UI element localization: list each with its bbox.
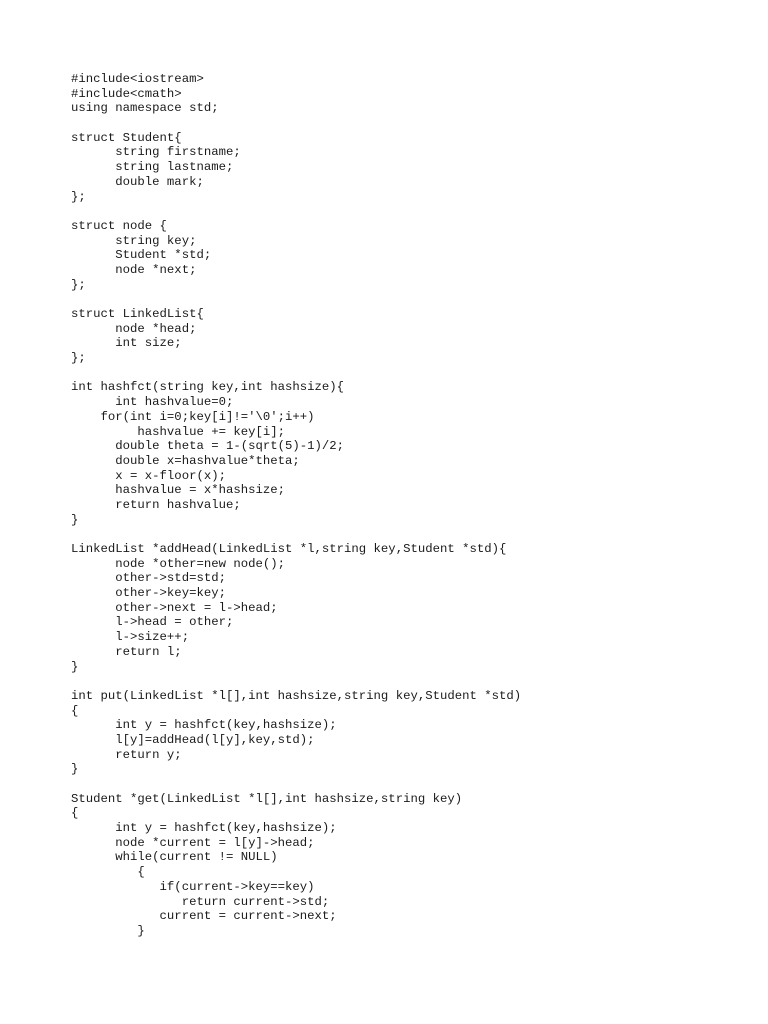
code-line <box>71 777 521 792</box>
code-line: string lastname; <box>71 160 234 175</box>
code-line: double mark; <box>71 174 204 189</box>
code-line: l[y]=addHead(l[y],key,std); <box>71 732 315 747</box>
code-line: } <box>71 512 79 527</box>
code-line <box>71 116 521 131</box>
code-line: #include<cmath> <box>71 86 182 101</box>
code-line: current = current->next; <box>71 909 337 924</box>
code-line: }; <box>71 277 86 292</box>
code-line: return l; <box>71 644 182 659</box>
code-line: struct Student{ <box>71 130 182 145</box>
code-line: node *current = l[y]->head; <box>71 835 315 850</box>
code-line: string firstname; <box>71 145 241 160</box>
code-line: hashvalue = x*hashsize; <box>71 483 286 498</box>
code-line: { <box>71 806 79 821</box>
code-line: } <box>71 762 79 777</box>
code-line: other->key=key; <box>71 586 226 601</box>
code-line: return current->std; <box>71 894 330 909</box>
code-line <box>71 674 521 689</box>
code-line <box>71 527 521 542</box>
code-line: struct node { <box>71 218 167 233</box>
code-line: node *head; <box>71 321 197 336</box>
code-line: string key; <box>71 233 197 248</box>
code-line: Student *get(LinkedList *l[],int hashsize,string key) <box>71 791 463 806</box>
code-line: int hashfct(string key,int hashsize){ <box>71 380 345 395</box>
code-line: #include<iostream> <box>71 72 204 86</box>
code-line: LinkedList *addHead(LinkedList *l,string key,Student *std){ <box>71 542 507 556</box>
code-line: while(current != NULL) <box>71 850 278 865</box>
code-line: other->next = l->head; <box>71 600 278 615</box>
code-line: int size; <box>71 336 182 351</box>
code-line: double x=hashvalue*theta; <box>71 453 300 468</box>
code-line: }; <box>71 189 86 204</box>
code-line: return hashvalue; <box>71 497 241 512</box>
code-line: } <box>71 923 145 938</box>
code-line: l->size++; <box>71 630 190 645</box>
code-line: { <box>71 703 79 718</box>
code-line: node *next; <box>71 262 197 277</box>
code-line: using namespace std; <box>71 101 219 116</box>
code-line: { <box>71 865 145 880</box>
code-line: int y = hashfct(key,hashsize); <box>71 821 337 836</box>
code-line: double theta = 1-(sqrt(5)-1)/2; <box>71 439 345 454</box>
code-line: Student *std; <box>71 248 212 263</box>
code-line: x = x-floor(x); <box>71 468 226 483</box>
code-line: if(current->key==key) <box>71 879 315 894</box>
code-line: return y; <box>71 747 182 762</box>
code-line: struct LinkedList{ <box>71 307 204 321</box>
code-line: int y = hashfct(key,hashsize); <box>71 718 337 733</box>
code-line: node *other=new node(); <box>71 556 286 571</box>
code-line <box>71 204 521 219</box>
code-line: other->std=std; <box>71 571 226 586</box>
code-line: hashvalue += key[i]; <box>71 424 286 439</box>
code-line: } <box>71 659 79 674</box>
code-block <box>71 72 521 939</box>
code-line: int hashvalue=0; <box>71 395 234 410</box>
code-line: l->head = other; <box>71 615 234 630</box>
code-line: }; <box>71 351 86 366</box>
code-line: for(int i=0;key[i]!='\0';i++) <box>71 409 315 424</box>
code-line: int put(LinkedList *l[],int hashsize,string key,Student *std) <box>71 688 522 703</box>
code-line <box>71 292 521 307</box>
code-line <box>71 366 521 381</box>
